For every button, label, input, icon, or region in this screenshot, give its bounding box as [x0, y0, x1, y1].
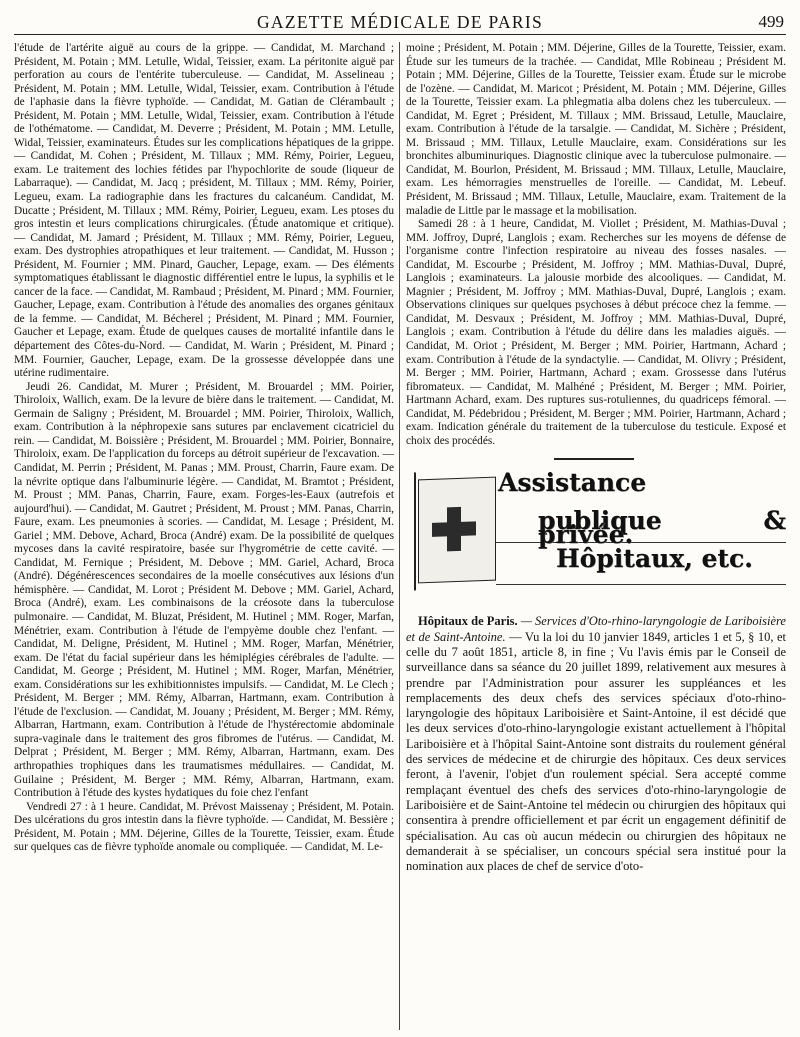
banner-line-3: Hôpitaux, etc. — [556, 544, 753, 574]
thesis-list-paragraph: l'étude de l'artérite aiguë au cours de la grippe. — Candidat, M. Marchand ; Président, M. Potain ; MM. Letulle, Widal, Teissier, exam. La péritonite aiguë par perforation au cours de l'entérite tuberculeuse. — Candidat, M. Asselineau ; Président, M. Potain ; MM. Letulle, Widal, Teissier, exam. Contribution à l'étude de l'aphasie dans la fièvre typhoïde. — Candidat, M. Gatian de Clérambault ; Président, M. Potain ; MM. Letulle, Widal, Teissier, exam. Contribution à l'étude de l'othématome. — Candidat, M. Deverre ; Président, M. Potain ; MM. Letulle, Widal, Teissier, examinateurs. Études sur les complications hépatiques de la grippe. — Candidat, M. Cohen ; Président, M. Tillaux ; MM. Rémy, Poirier, Legueu, exam. Le traitement des lochies fétides par l'hypochlorite de soude (liqueur de Labarraque). — Candidat, M. Jacq ; président, M. Tillaux ; MM. Rémy, Poirier, Legueu, exam. La radiographie dans les fractures du calcanéum. Candidat, M. Ducatte ; Président, M. Tillaux ; MM. Rémy, Poirier, Legueu, exam. Les ptoses du gros intestin et leurs complications chirurgicales. (Étude anatomique et critique). — Candidat, M. Jamard ; Président, M. Tillaux ; MM. Rémy, Poirier, Legueu, exam. Des dystrophies atropathiques et leur traitement. — Candidat, M. Husson ; Président, M. Fournier ; MM. Pinard, Gaucher, Lepage, exam. — Des éléments symptomatiques établissant le diagnostic différentiel entre le lupus, la syphilis et le cancer de la face. — Candidat, M. Rambaud ; Président, M. Pinard ; MM. Fournier, Gaucher, Lepage, exam. Contribution à l'étude des anomalies des organes génitaux de la femme. — Candidat, M. Bécherel ; Président, M. Pinard ; MM. Fournier, Gaucher et Lepage, exam. Étude de quelques causes de mortalité infantile dans le département des Côtes-du-Nord. — Candidat, M. Warin ; Président, M. Pinard ; MM. Fournier, Gaucher, Lepage, exam. De la grossesse développée dans une utérine rudimentaire. — [14, 42, 394, 380]
article-body: — Vu la loi du 10 janvier 1849, articles 1 et 5, § 10, et celle du 7 août 1851, article 8, in fine ; Vu l'avis émis par le Conseil de surveillance dans sa séance du 20 juillet 1899, relativement aux mesures à prendre par l'Administration pour assurer les suppléances et les remplacements des deux chefs des services spéciaux d'oto-rhino-laryngologie des hôpitaux Lariboisière et Saint-Antoine, il est décidé que les deux services d'oto-rhino-laryngologie existant actuellement à l'hôpital Lariboisière et à l'hôpital Saint-Antoine sont distraits du roulement général des services de médecine et de chirurgie des hôpitaux. Ces deux services feront, à l'avenir, l'objet d'un roulement spécial. Sera accepté comme remplaçant éventuel des chefs des services d'oto-rhino-laryngologie de Lariboisière et de Saint-Antoine tel médecin ou chirurgien des hôpitaux qui consentira à prendre officiellement et par écrit un engagement définitif de spécialisation. Au cas où aucun médecin ou chirurgien des hôpitaux ne demanderait à se spécialiser, un concours spécial sera institué pour la nomination aux places de chef de service d'oto- — [406, 629, 786, 874]
article-lead: Hôpitaux de Paris. — [418, 614, 518, 629]
thesis-list-paragraph: Jeudi 26. Candidat, M. Murer ; Président, M. Brouardel ; MM. Poirier, Thiroloix, Wallich, exam. De la levure de bière dans le traitement. — Candidat, M. Germain de Saligny ; Président, M. Brouardel ; MM. Poirier, Thiroloix, Wallich, exam. Contribution à la néphropexie sans sutures par enclavement cicatriciel du rein. — Candidat, M. Boissière ; Président, M. Brouardel ; MM. Poirier, Bonnaire, Thiroloix, exam. De l'application du forceps au détroit supérieur de l'excavation. — Candidat, M. Perrin ; Président, M. Panas ; MM. Proust, Charrin, Faure exam. De la névrite optique dans l'albuminurie légère. — Candidat, M. Bramtot ; Président, M. Proust ; MM. Panas, Charrin, Faure, exam. Forges-les-Eaux (autrefois et aujourd'hui). — Candidat, M. Gautret ; Président, M. Proust ; MM. Panas, Charrin, Faure, exam. Les pneumonies à scories. — Candidat, M. Lesage ; Président, M. Gariel ; MM. Debove, Achard, Broca (André) exam. De la possibilité de quelques mycoses dans la cavité respiratoire, basée sur l'hygrométrie de cette cavité. — Candidat, M. Fernique ; Président, M. Debove ; MM. Gariel, Achard, Broca (André). Dégénérescences secondaires de la moelle consécutives aux lésions d'un hémisphère. — Candidat, M. Lorot ; Président M. Debove ; MM. Gariel, Achard, Broca (André), exam. Les combinaisons de la créosote dans la tuberculose pulmonaire. — Candidat, M. Bluzat, Président, M. Hutinel ; MM. Roger, Marfan, Ménétrier, exam. Contribution à l'étude de l'empyème double chez l'enfant. — Candidat, M. Deligne, Président, M. Hutinel ; MM. Roger, Marfan, Ménétrier, exam. De l'état du facial supérieur dans les hémiplégies cérébrales de l'adulte. — Candidat, M. George ; Président, M. Hutinel ; MM. Roger, Marfan, Ménétrier, exam. Considérations sur les exhibitionnistes impulsifs. — Candidat, M. Le Clech ; Président, M. Berger ; MM. Rémy, Albarran, Hartmann, exam. Contribution à l'étude de l'exclusion. — Candidat, M. Jouany ; Président, M. Berger ; MM. Rémy, Albarran, Hartmann, exam. Contribution à l'étude de l'hystérectomie abdominale supra-vaginale dans le traitement des gros fibromes de l'utérus. — Candidat, M. Delprat ; Président, M. Berger ; MM. Rémy, Albarran, Hartmann, exam. Des arthropathies trophiques dans les traumatismes médullaires. — Candidat, M. Guilaine ; Président, M. Berger ; MM. Rémy, Albarran, Hartmann, exam. Contribution à l'étude des kystes hydatiques du foie chez l'enfant — [14, 380, 394, 800]
column-rule — [399, 42, 400, 1030]
banner-line-2: publique & privée. — [538, 506, 786, 549]
section-banner — [406, 458, 786, 608]
page-number: 499 — [758, 12, 784, 31]
thesis-list-paragraph: Samedi 28 : à 1 heure, Candidat, M. Viollet ; Président, M. Mathias-Duval ; MM. Joffroy, Dupré, Langlois ; exam. Recherches sur les moyens de défense de l'organisme contre l'infection respiratoire au niveau des fosses nasales. — Candidat, M. Escourbe ; Président, M. Joffroy ; MM. Mathias-Duval, Dupré, Langlois ; examinateurs. La jalousie morbide des alcooliques. — Candidat, M. Magnier ; Président, M. Joffroy ; MM. Mathias-Duval, Dupré, Langlois ; exam. Observations cliniques sur quelques psychoses à début précoce chez la femme. — Candidat, M. Desvaux ; Président, M. Joffroy ; MM. Mathias-Duval, Dupré, Langlois ; exam. Contribution à l'étude du délire dans les maladies aiguës. — Candidat, M. Oriot ; Président, M. Berger ; MM. Poirier, Hartmann, Achard ; exam. Contribution à l'étude de la syndactylie. — Candidat, M. Olivry ; Président, M. Berger ; MM. Poirier, Hartmann, Achard ; exam. Grossesse dans l'utérus fibromateux. — Candidat, M. Malhéné ; Président, M. Berger ; MM. Poirier, Hartmann Achard, exam. Des ruptures sus-rotuliennes, du quadriceps fémoral. — Candidat, M. Pédebridou ; Président, M. Berger ; MM. Poirier, Hartmann, Achard ; exam. Indication générale du traitement de la tuberculose du testicule. Exposé et choix des procédés. — [406, 218, 786, 447]
thesis-list-paragraph: moine ; Président, M. Potain ; MM. Déjerine, Gilles de la Tourette, Teissier, exam. Étude sur les tumeurs de la trachée. — Candidat, Mlle Robineau ; Président M. Potain ; MM. Déjerine, Gilles de la Tourette, Teissier exam. Étude sur le microbe de l'ozène. — Candidat, M. Maricot ; Président, M. Potain ; MM. Déjerine, Gilles de la Tourette, Teissier exam. La phlegmatia alba dolens chez les tuberculeux. — Candidat, M. Egret ; Président, M. Tillaux ; MM. Brissaud, Letulle, Mauclaire, exam. Contribution à l'étude de la tarsalgie. — Candidat, M. Sichère ; Président, M. Brissaud ; MM. Tillaux, Letulle Mauclaire, exam. Considérations sur les bronchites albuminuriques. Diagnostic clinique avec la tuberculose pulmonaire. — Candidat, M. Bourlon, Président, M. Brissaud ; MM. Tillaux, Letulle, Mauclaire, exam. Les hémorragies menstruelles de l'oreille. — Candidat, M. Lebeuf. Président, M. Brissaud ; MM. Tillaux, Letulle, Mauclaire, exam. Traitement de la maladie de Little par le massage et la mobilisation. — [406, 42, 786, 217]
columns — [14, 42, 786, 1030]
article-subtitle: — Services d'Oto-rhino-laryngologie de Lariboisière et de Saint-Antoine. — [406, 614, 786, 644]
separator-dash — [554, 458, 634, 460]
journal-title: GAZETTE MÉDICALE DE PARIS — [256, 12, 544, 32]
banner-line-1: Assistance — [498, 468, 647, 498]
hospitals-article — [406, 614, 786, 874]
newspaper-page — [14, 8, 786, 1030]
running-head — [14, 8, 786, 35]
left-column — [14, 42, 394, 1030]
thesis-list-paragraph: Vendredi 27 : à 1 heure. Candidat, M. Prévost Maissenay ; Président, M. Potain. Des ulcérations du gros intestin dans la fièvre typhoïde. — Candidat, M. Bessière ; Président, M. Potain ; MM. Déjerine, Gilles de la Tourette, Teissier, exam. Étude sur quelques cas de fièvre typhoïde anomale ou compliquée. — Candidat, M. Le- — [14, 800, 394, 854]
right-column — [406, 42, 786, 1030]
red-cross-flag-icon — [418, 477, 496, 584]
